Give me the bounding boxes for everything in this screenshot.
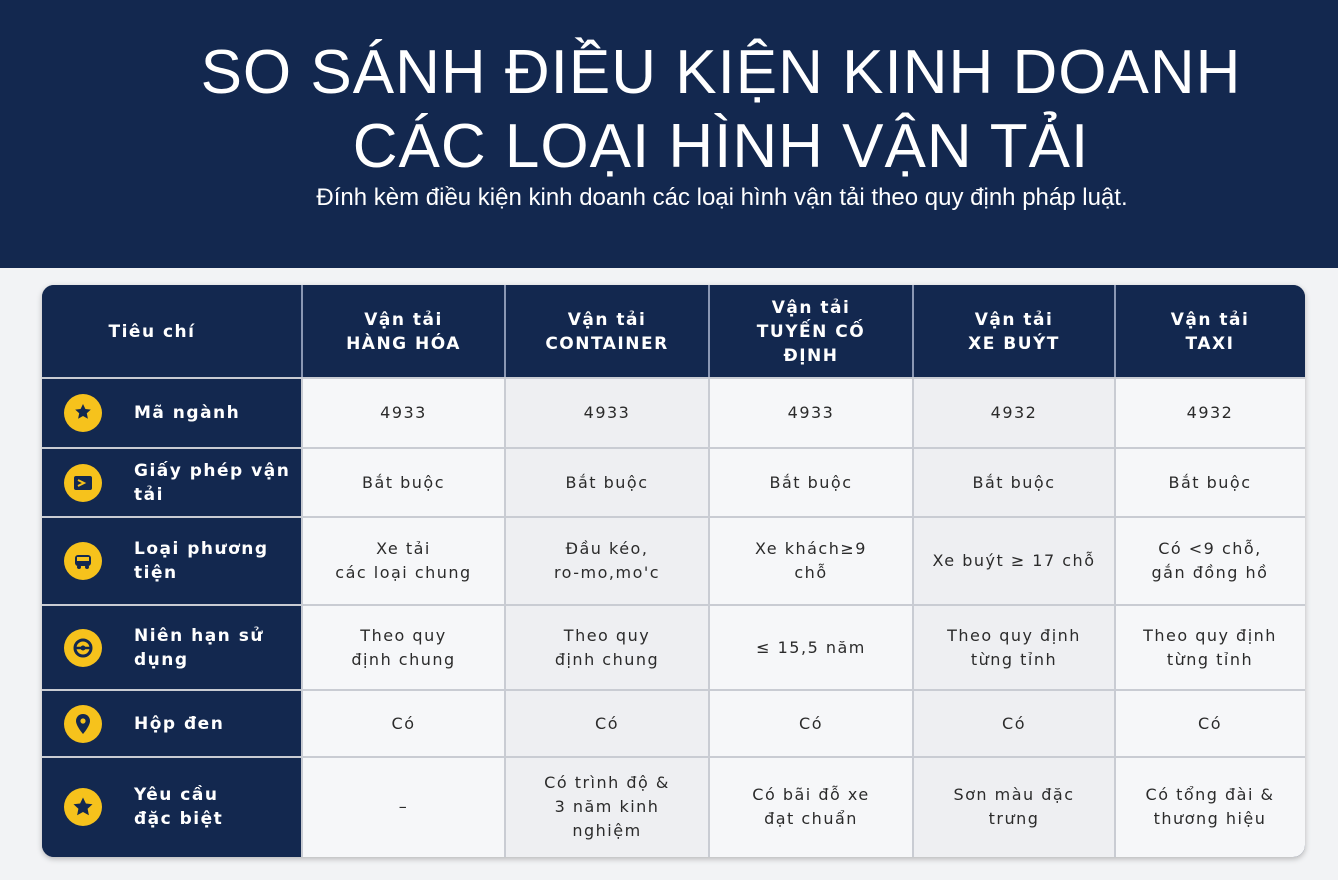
table-cell: Có trình độ & 3 năm kinh nghiệm <box>505 757 709 857</box>
header-divider <box>301 285 303 378</box>
row-header <box>42 517 302 605</box>
column-header: Vận tải HÀNG HÓA <box>302 285 505 378</box>
table-cell: Bắt buộc <box>709 448 913 517</box>
column-header: Vận tải TAXI <box>1115 285 1305 378</box>
table-cell: – <box>302 757 505 857</box>
grid-divider <box>912 378 914 857</box>
column-header: Vận tải CONTAINER <box>505 285 709 378</box>
row-label: Yêu cầu đặc biệt <box>134 785 224 829</box>
table-cell: 4933 <box>709 378 913 448</box>
table-cell: 4932 <box>1115 378 1305 448</box>
table-cell: Bắt buộc <box>913 448 1115 517</box>
table-cell: Xe tải các loại chung <box>302 517 505 605</box>
row-label: Loại phương tiện <box>134 539 269 583</box>
table-cell: Có bãi đỗ xe đạt chuẩn <box>709 757 913 857</box>
grid-divider <box>708 378 710 857</box>
table-cell: Theo quy định chung <box>505 605 709 690</box>
table-cell: Theo quy định từng tỉnh <box>913 605 1115 690</box>
row-header <box>42 448 302 517</box>
row-label: Hộp đen <box>134 713 225 734</box>
table-cell: Có <box>1115 690 1305 757</box>
column-header: Vận tải XE BUÝT <box>913 285 1115 378</box>
row-divider <box>42 604 1305 606</box>
page-subtitle: Đính kèm điều kiện kinh doanh các loại hình vận tải theo quy định pháp luật. <box>316 184 1128 211</box>
table-cell: Có <box>505 690 709 757</box>
corner-header: Tiêu chí <box>42 285 302 378</box>
row-divider <box>42 447 1305 449</box>
column-header: Vận tải TUYẾN CỐ ĐỊNH <box>709 285 913 378</box>
table-cell: Bắt buộc <box>302 448 505 517</box>
steering-wheel-icon <box>64 629 102 667</box>
row-divider <box>42 756 1305 758</box>
header-divider <box>504 285 506 378</box>
row-divider <box>42 689 1305 691</box>
vehicle-icon <box>64 542 102 580</box>
row-divider <box>42 516 1305 518</box>
header-divider <box>912 285 914 378</box>
table-cell: ≤ 15,5 năm <box>709 605 913 690</box>
grid-divider <box>301 378 303 857</box>
grid-divider <box>504 378 506 857</box>
table-cell: Có <box>302 690 505 757</box>
location-pin-icon <box>64 705 102 743</box>
license-icon <box>64 464 102 502</box>
table-cell: Xe buýt ≥ 17 chỗ <box>913 517 1115 605</box>
table-cell: Sơn màu đặc trưng <box>913 757 1115 857</box>
table-cell: 4932 <box>913 378 1115 448</box>
page-title-line1: SO SÁNH ĐIỀU KIỆN KINH DOANH <box>200 38 1242 107</box>
table-cell: 4933 <box>302 378 505 448</box>
table-cell: Theo quy định từng tỉnh <box>1115 605 1305 690</box>
table-cell: Đầu kéo, ro-mo,mo'c <box>505 517 709 605</box>
row-label: Niên hạn sử dụng <box>134 625 264 670</box>
grid-divider <box>1114 378 1116 857</box>
row-header <box>42 378 302 448</box>
pin-star-icon <box>64 394 102 432</box>
row-divider <box>42 377 1305 379</box>
row-header <box>42 757 302 857</box>
table-cell: Bắt buộc <box>1115 448 1305 517</box>
table-cell: 4933 <box>505 378 709 448</box>
header-banner <box>0 0 1338 268</box>
header-divider <box>708 285 710 378</box>
table-cell: Có tổng đài & thương hiệu <box>1115 757 1305 857</box>
table-cell: Có <box>709 690 913 757</box>
page-title-line2: CÁC LOẠI HÌNH VẬN TẢI <box>352 112 1090 181</box>
comparison-table <box>42 285 1305 857</box>
row-header <box>42 605 302 690</box>
table-cell: Bắt buộc <box>505 448 709 517</box>
row-label: Giấy phép vận tải <box>134 460 291 505</box>
row-label: Mã ngành <box>134 403 241 423</box>
header-divider <box>1114 285 1116 378</box>
table-cell: Theo quy định chung <box>302 605 505 690</box>
star-icon <box>64 788 102 826</box>
row-header <box>42 690 302 757</box>
table-cell: Xe khách≥9 chỗ <box>709 517 913 605</box>
table-cell: Có <box>913 690 1115 757</box>
table-cell: Có <9 chỗ, gắn đồng hồ <box>1115 517 1305 605</box>
